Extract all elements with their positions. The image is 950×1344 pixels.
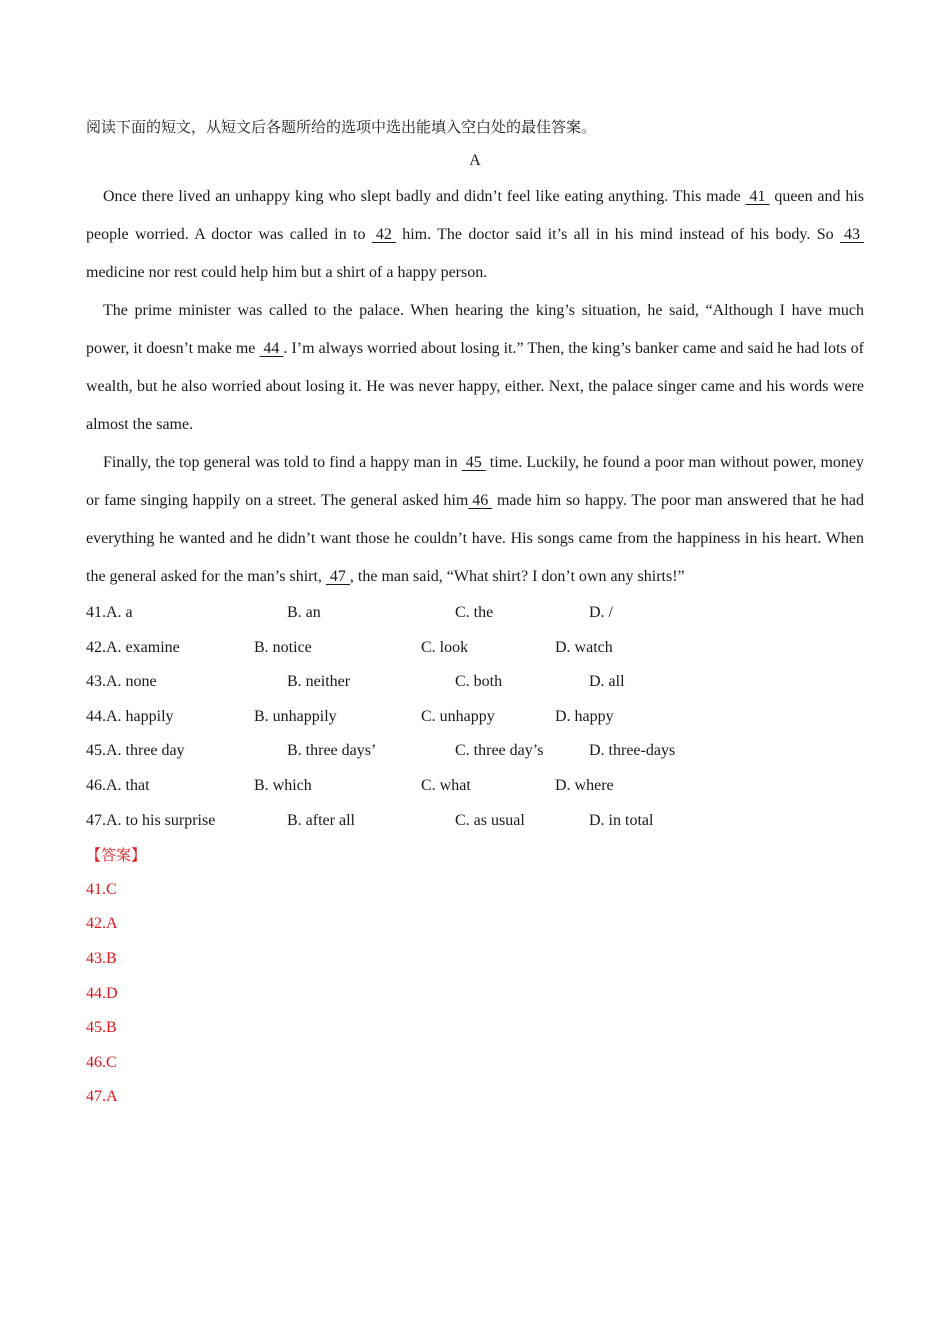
answer-item: 42.A	[86, 915, 118, 933]
passage-text: made him so happy. The poor man answered that he had everything he wanted and he didn’t want those he couldn’t have. His songs came from the happiness in his heart. When the general asked for the man’s shirt,	[86, 492, 864, 585]
question-number: 44.	[86, 707, 106, 725]
answer-blank: 41	[745, 188, 770, 205]
answer-blank: 42	[371, 226, 396, 243]
question-row	[86, 631, 864, 666]
option-c: C. what	[421, 776, 471, 794]
option-a	[86, 596, 133, 631]
instruction-text: 阅读下面的短文，从短文后各题所给的选项中选出能填入空白处的最佳答案。	[86, 118, 597, 136]
option-text: A. three day	[106, 742, 185, 760]
option-a	[86, 700, 174, 735]
passage-text: him. The doctor said it’s all in his mind instead of his body. So	[395, 226, 840, 243]
option-b: B. neither	[287, 673, 351, 691]
passage-text: . I’m always worried about losing it.” Then, the king’s banker came and said he had lots of wealth, but he also worried about losing it. He was never happy, either. Next, the palace singer came and his words were almost the same.	[86, 340, 865, 433]
answer-item: 43.B	[86, 949, 117, 967]
question-number: 43.	[86, 673, 106, 691]
passage-text: queen and his people worried. A doctor was called in to	[86, 188, 864, 243]
passage-paragraph	[86, 444, 864, 596]
option-a	[86, 734, 185, 769]
option-text: A. to his surprise	[106, 811, 216, 829]
option-d: D. /	[589, 604, 613, 621]
passage	[86, 178, 864, 596]
question-row	[86, 665, 864, 700]
question-row	[86, 700, 864, 735]
option-d: D. three-days	[589, 742, 676, 760]
option-b: B. an	[287, 604, 321, 621]
passage-text: , the man said, “What shirt? I don’t own any shirts!”	[349, 568, 685, 585]
option-b: B. which	[254, 776, 312, 794]
answer-item: 47.A	[86, 1088, 118, 1106]
option-b: B. notice	[254, 638, 312, 656]
option-b: B. after all	[287, 811, 355, 829]
passage-text: Finally, the top general was told to find a happy man in	[103, 454, 462, 471]
option-text: A. none	[106, 673, 157, 691]
question-list	[86, 596, 864, 838]
option-c: C. look	[421, 638, 469, 656]
option-a	[86, 769, 150, 804]
option-c: C. unhappy	[421, 707, 495, 725]
option-c: C. the	[455, 604, 494, 621]
question-number: 47.	[86, 811, 106, 829]
question-number: 42.	[86, 638, 106, 656]
option-text: A. that	[106, 776, 150, 794]
option-a	[86, 631, 180, 666]
option-c: C. both	[455, 673, 503, 691]
option-c: C. as usual	[455, 811, 525, 829]
answer-item: 41.C	[86, 880, 117, 898]
option-d: D. watch	[555, 638, 613, 656]
passage-text: Once there lived an unhappy king who slept badly and didn’t feel like eating anything. This made	[103, 188, 746, 205]
option-c: C. three day’s	[455, 742, 544, 760]
question-number: 41.	[86, 604, 106, 621]
question-number: 46.	[86, 776, 106, 794]
answer-blank: 44	[259, 340, 284, 357]
question-row	[86, 596, 864, 631]
passage-paragraph	[86, 178, 864, 292]
question-row	[86, 734, 864, 769]
answer-blank: 46	[468, 492, 493, 509]
passage-paragraph	[86, 292, 864, 444]
option-d: D. in total	[589, 811, 654, 829]
option-a	[86, 665, 157, 700]
option-d: D. happy	[555, 707, 614, 725]
answer-blank: 47	[325, 568, 350, 585]
answer-item: 45.B	[86, 1019, 117, 1037]
option-text: A. happily	[106, 707, 174, 725]
passage-text: The prime minister was called to the palace. When hearing the king’s situation, he said, “Although I have much power, it doesn’t make me	[86, 302, 864, 357]
answer-blank: 43	[840, 226, 864, 243]
passage-text: medicine nor rest could help him but a shirt of a happy person.	[86, 264, 488, 281]
passage-text: time. Luckily, he found a poor man without power, money or fame singing happily on a street. The general asked him	[86, 454, 864, 509]
option-text: A. examine	[106, 638, 180, 656]
passage-title: A	[469, 152, 481, 169]
option-b: B. three days’	[287, 742, 377, 760]
option-d: D. where	[555, 776, 614, 794]
option-text: A. a	[106, 604, 133, 621]
answer-label: 【答案】	[86, 846, 147, 865]
option-a	[86, 804, 215, 839]
answer-list	[86, 873, 864, 1115]
answer-blank: 45	[461, 454, 486, 471]
option-d: D. all	[589, 673, 625, 691]
document-page	[86, 110, 864, 1115]
option-b: B. unhappily	[254, 707, 337, 725]
question-number: 45.	[86, 742, 106, 760]
answer-item: 44.D	[86, 984, 118, 1002]
answer-item: 46.C	[86, 1053, 117, 1071]
question-row	[86, 804, 864, 839]
question-row	[86, 769, 864, 804]
